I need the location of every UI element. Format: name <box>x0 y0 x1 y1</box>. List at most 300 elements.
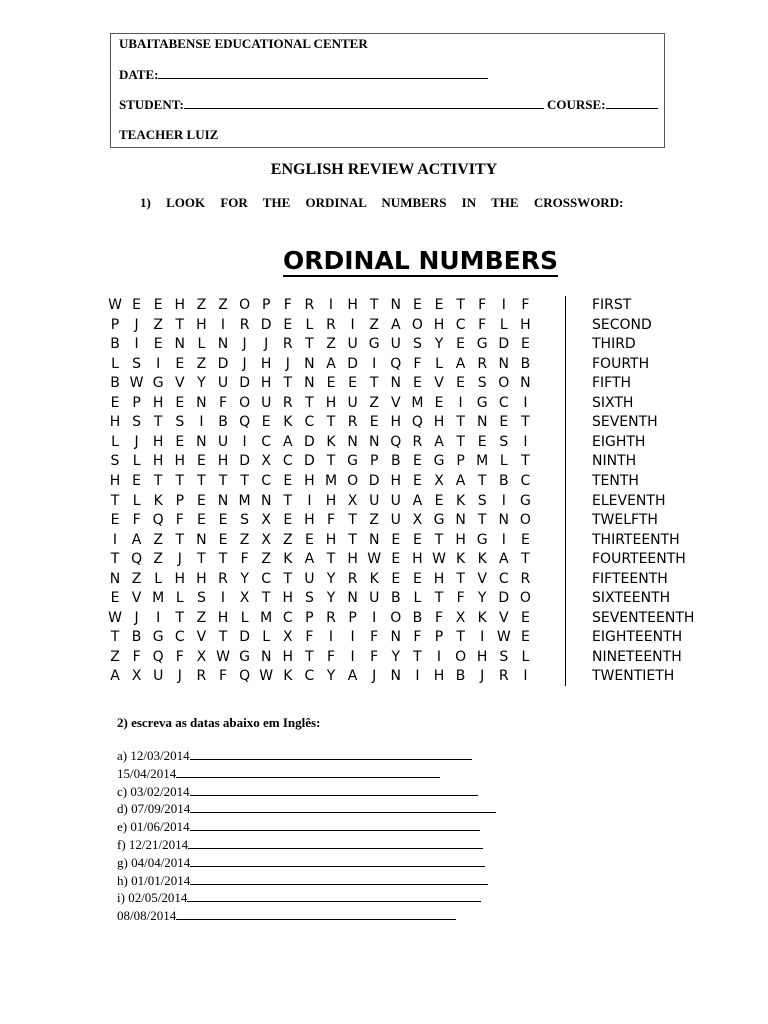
grid-cell: T <box>348 512 357 529</box>
grid-cell: R <box>196 668 207 685</box>
grid-cell: H <box>433 414 445 431</box>
grid-cell: T <box>197 551 206 568</box>
grid-cell: N <box>304 355 315 372</box>
grid-cell: H <box>390 414 402 431</box>
word-list-item: SIXTEENTH <box>592 590 671 607</box>
grid-cell: H <box>433 668 445 685</box>
grid-cell: Q <box>390 355 402 372</box>
grid-cell: R <box>218 570 228 587</box>
word-list-item: ELEVENTH <box>592 492 666 509</box>
grid-cell: K <box>369 570 379 587</box>
grid-cell: G <box>476 394 488 411</box>
grid-cell: X <box>434 472 444 489</box>
grid-cell: Y <box>391 648 401 665</box>
grid-cell: U <box>217 433 229 450</box>
grid-cell: E <box>175 433 185 450</box>
grid-cell: I <box>436 648 442 665</box>
grid-cell: R <box>326 316 336 333</box>
grid-cell: F <box>218 668 228 685</box>
grid-cell: T <box>110 551 120 568</box>
grid-cell: E <box>412 472 422 489</box>
grid-cell: C <box>174 629 185 646</box>
date-answer-blank[interactable] <box>190 801 496 813</box>
date-answer-blank[interactable] <box>190 748 472 760</box>
grid-cell: N <box>347 433 358 450</box>
grid-cell: T <box>175 531 185 548</box>
grid-cell: G <box>519 492 531 509</box>
grid-cell: Z <box>153 551 163 568</box>
grid-cell: T <box>326 551 336 568</box>
grid-cell: U <box>390 336 401 353</box>
date-answer-blank[interactable] <box>188 837 483 849</box>
grid-cell: Y <box>477 590 487 607</box>
activity-title: ENGLISH REVIEW ACTIVITY <box>270 161 498 178</box>
grid-cell: I <box>415 668 420 685</box>
grid-cell: U <box>217 375 229 392</box>
grid-cell: U <box>153 668 164 685</box>
word-list-item: SEVENTH <box>592 414 658 431</box>
grid-cell: E <box>110 394 120 411</box>
grid-cell: G <box>433 512 445 529</box>
grid-cell: B <box>412 609 423 626</box>
grid-cell: H <box>433 316 445 333</box>
grid-cell: T <box>369 375 379 392</box>
grid-cell: K <box>477 551 487 568</box>
grid-cell: P <box>434 629 444 646</box>
grid-cell: M <box>260 609 273 626</box>
grid-cell: H <box>174 297 186 313</box>
grid-cell: A <box>304 551 315 568</box>
grid-cell: P <box>110 316 120 333</box>
grid-cell: J <box>242 336 247 353</box>
date-item <box>117 819 480 835</box>
date-label: i) 02/05/2014 <box>117 890 188 906</box>
date-label: 08/08/2014 <box>117 908 177 924</box>
grid-cell: X <box>455 609 466 626</box>
grid-cell: V <box>391 394 401 411</box>
grid-cell: N <box>196 531 207 548</box>
grid-cell: H <box>174 453 186 470</box>
grid-cell: A <box>455 472 466 489</box>
grid-cell: O <box>390 609 402 626</box>
grid-cell: I <box>307 492 312 509</box>
grid-cell: E <box>218 512 228 529</box>
grid-cell: L <box>499 316 508 333</box>
grid-cell: T <box>218 629 228 646</box>
grid-cell: F <box>132 648 141 665</box>
grid-cell: Z <box>218 297 228 313</box>
grid-cell: I <box>350 648 355 665</box>
grid-cell: T <box>521 453 530 470</box>
grid-cell: J <box>134 316 139 333</box>
grid-cell: F <box>240 551 249 568</box>
grid-cell: T <box>240 472 249 489</box>
grid-cell: L <box>175 590 184 607</box>
grid-cell: T <box>218 472 228 489</box>
grid-cell: Y <box>326 590 336 607</box>
grid-cell: C <box>282 453 293 470</box>
grid-cell: S <box>304 590 314 607</box>
puzzle-title <box>283 246 558 275</box>
grid-cell: E <box>175 394 185 411</box>
grid-cell: N <box>304 375 315 392</box>
date-answer-blank[interactable] <box>190 855 485 867</box>
grid-cell: N <box>498 512 510 529</box>
student-label: STUDENT: <box>119 97 184 112</box>
grid-cell: N <box>390 668 402 685</box>
grid-cell: L <box>521 648 530 665</box>
grid-cell: A <box>347 668 358 685</box>
grid-cell: E <box>391 570 401 587</box>
date-answer-blank[interactable] <box>190 784 478 796</box>
grid-cell: P <box>175 492 185 509</box>
grid-cell: F <box>305 629 314 646</box>
date-item <box>117 837 483 853</box>
grid-cell: C <box>455 316 466 333</box>
grid-cell: Z <box>196 609 207 626</box>
grid-cell: H <box>109 472 121 489</box>
grid-cell: T <box>456 629 465 646</box>
grid-cell: I <box>350 629 355 646</box>
grid-cell: W <box>259 668 274 685</box>
grid-cell: R <box>282 394 293 411</box>
grid-cell: E <box>499 414 509 431</box>
grid-cell: H <box>455 531 466 548</box>
grid-cell: L <box>132 453 141 470</box>
grid-cell: I <box>350 316 355 333</box>
date-blank[interactable] <box>158 66 488 79</box>
grid-cell: H <box>304 472 315 489</box>
grid-cell: T <box>197 472 206 489</box>
grid-cell: D <box>304 433 315 450</box>
grid-cell: G <box>476 531 488 548</box>
grid-cell: M <box>411 394 424 411</box>
grid-cell: C <box>282 609 293 626</box>
grid-cell: N <box>520 375 531 392</box>
grid-cell: B <box>110 375 120 392</box>
date-item <box>117 855 485 871</box>
grid-cell: E <box>348 375 358 392</box>
grid-cell: H <box>347 551 358 568</box>
grid-cell: E <box>196 512 206 529</box>
grid-cell: Z <box>369 512 379 529</box>
grid-cell: Q <box>239 668 251 685</box>
grid-cell: H <box>109 414 121 431</box>
grid-cell: A <box>283 433 293 450</box>
grid-cell: Z <box>261 551 271 568</box>
grid-cell: T <box>456 433 465 450</box>
grid-cell: N <box>109 570 121 587</box>
grid-cell: L <box>111 355 119 372</box>
grid-cell: Z <box>196 355 207 372</box>
grid-cell: C <box>261 570 272 587</box>
grid-cell: N <box>260 492 272 509</box>
grid-cell: O <box>347 472 359 489</box>
grid-cell: I <box>523 433 528 450</box>
grid-cell: S <box>132 414 142 431</box>
grid-cell: A <box>412 492 423 509</box>
grid-cell: M <box>238 492 251 509</box>
grid-cell: B <box>498 472 509 489</box>
grid-cell: Z <box>196 297 207 313</box>
grid-cell: O <box>519 512 531 529</box>
grid-cell: H <box>304 512 315 529</box>
grid-cell: X <box>261 531 271 548</box>
grid-cell: H <box>347 297 358 313</box>
word-list-item: SEVENTEENTH <box>592 609 695 626</box>
grid-cell: G <box>476 336 488 353</box>
grid-cell: S <box>477 375 487 392</box>
grid-cell: S <box>477 492 487 509</box>
date-answer-blank[interactable] <box>187 890 481 902</box>
grid-cell: D <box>217 355 229 372</box>
grid-cell: F <box>370 648 379 665</box>
grid-cell: C <box>261 472 272 489</box>
grid-cell: Z <box>369 394 379 411</box>
grid-cell: K <box>283 668 293 685</box>
grid-cell: L <box>132 492 141 509</box>
word-list-item: EIGHTH <box>592 433 646 450</box>
grid-cell: I <box>220 316 226 333</box>
date-answer-blank[interactable] <box>176 766 440 778</box>
date-answer-blank[interactable] <box>176 908 456 920</box>
grid-cell: F <box>132 512 141 529</box>
grid-cell: G <box>152 629 164 646</box>
grid-cell: F <box>283 297 292 313</box>
grid-cell: R <box>304 297 315 313</box>
grid-cell: K <box>456 551 466 568</box>
grid-cell: I <box>501 297 506 313</box>
grid-cell: H <box>217 609 229 626</box>
grid-cell: J <box>242 355 247 372</box>
grid-cell: G <box>433 453 445 470</box>
grid-cell: F <box>478 316 487 333</box>
grid-cell: E <box>520 609 530 626</box>
grid-cell: Y <box>326 668 336 685</box>
grid-cell: Z <box>239 531 250 548</box>
grid-cell: T <box>305 648 314 665</box>
grid-cell: T <box>305 336 314 353</box>
grid-cell: L <box>111 433 119 450</box>
grid-cell: N <box>368 433 380 450</box>
grid-cell: L <box>240 609 249 626</box>
school-name: UBAITABENSE EDUCATIONAL CENTER <box>119 36 368 51</box>
grid-cell: D <box>239 375 250 392</box>
grid-cell: B <box>390 590 401 607</box>
grid-cell: N <box>476 414 488 431</box>
grid-cell: N <box>174 336 186 353</box>
date-item <box>117 784 478 800</box>
word-list-item: TWENTIETH <box>592 668 675 685</box>
grid-cell: D <box>239 453 250 470</box>
grid-cell: E <box>283 472 293 489</box>
grid-cell: N <box>260 648 272 665</box>
grid-cell: O <box>239 297 251 313</box>
date-item <box>117 908 456 924</box>
grid-cell: T <box>305 394 314 411</box>
grid-cell: U <box>261 394 272 411</box>
course-blank[interactable] <box>606 96 658 109</box>
grid-cell: I <box>156 609 161 626</box>
teacher-name: TEACHER LUIZ <box>119 127 219 142</box>
grid-cell: Z <box>326 336 336 353</box>
grid-cell: T <box>283 570 293 587</box>
grid-cell: U <box>390 492 401 509</box>
grid-cell: K <box>477 609 487 626</box>
grid-cell: P <box>348 609 357 626</box>
grid-cell: N <box>347 590 358 607</box>
grid-cell: N <box>390 629 402 646</box>
grid-cell: L <box>305 316 314 333</box>
grid-cell: R <box>412 433 423 450</box>
grid-cell: E <box>196 492 206 509</box>
grid-cell: J <box>264 336 269 353</box>
grid-cell: R <box>347 570 358 587</box>
grid-cell: H <box>325 492 337 509</box>
date-answer-blank[interactable] <box>190 819 480 831</box>
grid-cell: S <box>132 355 142 372</box>
word-list-item: THIRD <box>592 336 636 353</box>
grid-cell: W <box>108 609 122 626</box>
grid-cell: T <box>218 551 228 568</box>
grid-cell: F <box>175 648 184 665</box>
word-list-item: THIRTEENTH <box>592 531 680 548</box>
grid-cell: J <box>134 433 139 450</box>
grid-cell: N <box>390 375 402 392</box>
grid-cell: D <box>260 316 272 333</box>
grid-cell: I <box>458 394 463 411</box>
grid-cell: S <box>175 414 185 431</box>
grid-cell: H <box>325 394 337 411</box>
date-item <box>117 890 481 906</box>
grid-cell: W <box>496 629 511 646</box>
grid-cell: E <box>391 551 401 568</box>
grid-cell: C <box>498 394 509 411</box>
grid-cell: T <box>456 297 465 313</box>
grid-cell: N <box>498 355 510 372</box>
grid-cell: D <box>368 472 380 489</box>
grid-cell: K <box>283 414 293 431</box>
date-answer-blank[interactable] <box>190 873 488 885</box>
grid-cell: F <box>218 394 228 411</box>
grid-cell: A <box>131 531 142 548</box>
grid-cell: X <box>196 648 207 665</box>
grid-cell: O <box>498 375 510 392</box>
grid-cell: I <box>372 609 377 626</box>
grid-cell: T <box>175 472 185 489</box>
grid-cell: K <box>153 492 163 509</box>
grid-cell: H <box>152 433 164 450</box>
grid-cell: T <box>369 297 379 313</box>
grid-cell: Y <box>197 375 206 392</box>
grid-cell: W <box>432 551 446 568</box>
grid-cell: T <box>434 590 444 607</box>
grid-cell: H <box>476 648 488 665</box>
word-list-item: FOURTEENTH <box>592 551 686 568</box>
grid-cell: X <box>347 492 358 509</box>
grid-cell: C <box>520 472 531 489</box>
grid-cell: W <box>367 551 382 568</box>
grid-cell: F <box>456 590 465 607</box>
word-list-item: NINETEENTH <box>592 648 682 665</box>
grid-cell: E <box>110 590 120 607</box>
grid-cell: Q <box>131 551 143 568</box>
grid-cell: R <box>239 316 250 333</box>
grid-cell: E <box>175 355 185 372</box>
grid-cell: R <box>326 609 336 626</box>
grid-cell: E <box>218 531 228 548</box>
grid-cell: G <box>368 336 380 353</box>
grid-cell: V <box>477 570 487 587</box>
word-list-item: FIFTH <box>592 375 632 392</box>
date-label: a) 12/03/2014 <box>117 748 190 763</box>
grid-cell: C <box>498 570 509 587</box>
date-line <box>119 66 488 83</box>
date-label: DATE: <box>119 67 159 82</box>
date-label: c) 03/02/2014 <box>117 783 190 799</box>
grid-cell: G <box>239 648 251 665</box>
grid-cell: A <box>391 316 401 333</box>
grid-cell: I <box>523 394 528 411</box>
grid-cell: R <box>282 336 293 353</box>
grid-cell: Y <box>326 570 336 587</box>
grid-cell: F <box>370 629 379 646</box>
grid-cell: T <box>153 414 163 431</box>
grid-cell: G <box>152 375 164 392</box>
grid-cell: A <box>326 355 336 372</box>
grid-cell: L <box>413 590 422 607</box>
date-label: h) 01/01/2014 <box>117 872 191 888</box>
grid-cell: T <box>521 414 530 431</box>
grid-cell: N <box>196 394 207 411</box>
grid-cell: Q <box>390 433 402 450</box>
grid-cell: E <box>520 336 530 353</box>
grid-cell: E <box>520 531 530 548</box>
grid-cell: N <box>217 336 229 353</box>
grid-cell: I <box>480 629 485 646</box>
grid-cell: Q <box>152 512 164 529</box>
grid-cell: O <box>411 316 423 333</box>
grid-cell: C <box>304 668 315 685</box>
grid-cell: P <box>456 453 465 470</box>
grid-cell: K <box>456 492 466 509</box>
grid-cell: T <box>326 414 336 431</box>
grid-cell: F <box>175 512 184 529</box>
student-blank[interactable] <box>184 96 544 109</box>
grid-cell: V <box>434 375 444 392</box>
grid-cell: I <box>501 531 506 548</box>
grid-cell: P <box>305 609 314 626</box>
grid-cell: V <box>131 590 142 607</box>
grid-cell: S <box>240 512 250 529</box>
grid-cell: I <box>328 297 334 313</box>
grid-cell: I <box>134 336 139 353</box>
grid-cell: C <box>261 433 272 450</box>
grid-cell: D <box>347 355 358 372</box>
grid-cell: B <box>218 414 228 431</box>
grid-cell: T <box>110 629 120 646</box>
grid-cell: Q <box>152 648 164 665</box>
grid-cell: B <box>110 336 120 353</box>
grid-cell: E <box>132 297 142 313</box>
grid-cell: E <box>412 375 422 392</box>
grid-cell: N <box>368 531 380 548</box>
grid-cell: B <box>455 668 466 685</box>
grid-cell: T <box>283 492 293 509</box>
grid-cell: R <box>477 355 488 372</box>
grid-cell: E <box>520 629 530 646</box>
grid-cell: H <box>196 570 207 587</box>
